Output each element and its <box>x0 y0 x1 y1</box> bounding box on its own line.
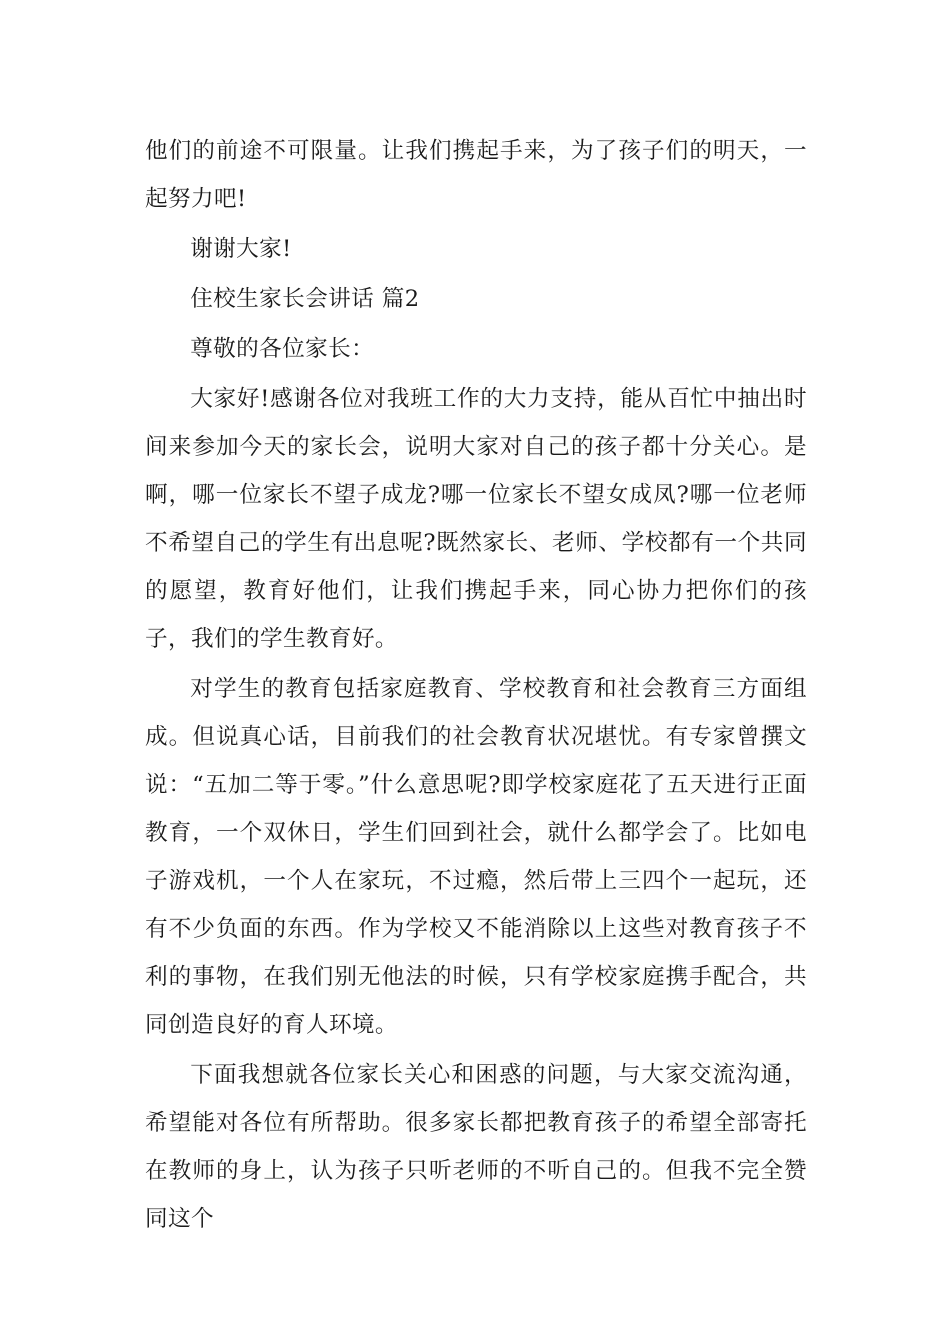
paragraph-thanks: 谢谢大家! <box>190 236 292 262</box>
document-body <box>145 127 807 1243</box>
paragraph-salutation: 尊敬的各位家长： <box>190 336 375 362</box>
paragraph-continuation: 他们的前途不可限量。让我们携起手来，为了孩子们的明天，一起努力吧! <box>145 138 807 212</box>
section-heading: 住校生家长会讲话 篇2 <box>190 286 420 312</box>
paragraph-education: 对学生的教育包括家庭教育、学校教育和社会教育三方面组成。但说真心话，目前我们的社会教育状况堪忧。有专家曾撰文说：“五加二等于零。”什么意思呢?即学校家庭花了五天进行正面教育，一个双休日，学生们回到社会，就什么都学会了。比如电子游戏机，一个人在家玩，不过瘾，然后带上三四个一起玩，还有不少负面的东西。作为学校又不能消除以上这些对教育孩子不利的事物，在我们别无他法的时候，只有学校家庭携手配合，共同创造良好的育人环境。 <box>145 676 807 1038</box>
paragraph-concerns: 下面我想就各位家长关心和困惑的问题，与大家交流沟通，希望能对各位有所帮助。很多家长都把教育孩子的希望全部寄托在教师的身上，认为孩子只听老师的不听自己的。但我不完全赞同这个 <box>145 1062 807 1232</box>
paragraph-greeting: 大家好!感谢各位对我班工作的大力支持，能从百忙中抽出时间来参加今天的家长会，说明大家对自己的孩子都十分关心。是啊，哪一位家长不望子成龙?哪一位家长不望女成凤?哪一位老师不希望自己的学生有出息呢?既然家长、老师、学校都有一个共同的愿望，教育好他们，让我们携起手来，同心协力把你们的孩子，我们的学生教育好。 <box>145 386 807 652</box>
